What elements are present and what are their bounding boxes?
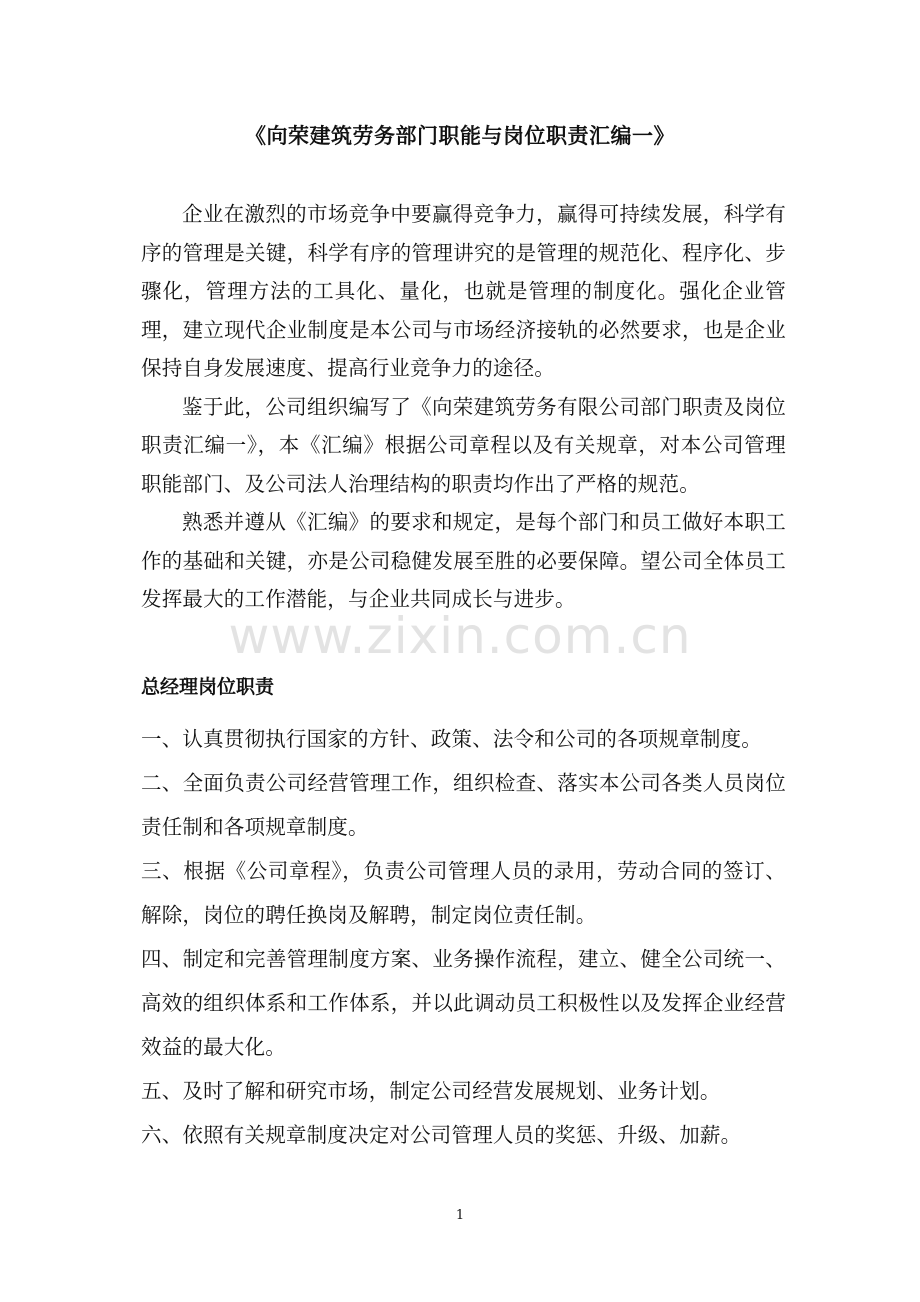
- intro-paragraph: 鉴于此，公司组织编写了《向荣建筑劳务有限公司部门职责及岗位职责汇编一》，本《汇编》根据公司章程以及有关规章，对本公司管理职能部门、及公司法人治理结构的职责均作出了严格的规范。: [141, 394, 786, 496]
- duty-item: 六、依照有关规章制度决定对公司管理人员的奖惩、升级、加薪。: [141, 1123, 742, 1147]
- duty-item: 三、根据《公司章程》，负责公司管理人员的录用，劳动合同的签订、解除，岗位的聘任换岗及解聘，制定岗位责任制。: [141, 859, 786, 927]
- duty-item: 一、认真贯彻执行国家的方针、政策、法令和公司的各项规章制度。: [141, 727, 762, 751]
- document-title: 《向荣建筑劳务部门职能与岗位职责汇编一》: [245, 124, 675, 148]
- duty-item: 五、及时了解和研究市场，制定公司经营发展规划、业务计划。: [141, 1079, 721, 1103]
- intro-paragraph: 熟悉并遵从《汇编》的要求和规定，是每个部门和员工做好本职工作的基础和关键，亦是公司稳健发展至胜的必要保障。望公司全体员工发挥最大的工作潜能，与企业共同成长与进步。: [141, 510, 786, 611]
- duties-list: [141, 717, 786, 1157]
- intro-section: [141, 195, 786, 619]
- intro-paragraph: 企业在激烈的市场竞争中要赢得竞争力，赢得可持续发展，科学有序的管理是关键，科学有序的管理讲究的是管理的规范化、程序化、步骤化，管理方法的工具化、量化，也就是管理的制度化。强化企业管理，建立现代企业制度是本公司与市场经济接轨的必然要求，也是企业保持自身发展速度、提高行业竞争力的途径。: [141, 202, 786, 380]
- duty-item: 四、制定和完善管理制度方案、业务操作流程，建立、健全公司统一、高效的组织体系和工作体系，并以此调动员工积极性以及发挥企业经营效益的最大化。: [141, 947, 786, 1059]
- watermark: www.zixin.com.cn: [228, 607, 692, 665]
- page-number: 1: [455, 1208, 465, 1223]
- section-heading: 总经理岗位职责: [141, 676, 275, 698]
- duty-item: 二、全面负责公司经营管理工作，组织检查、落实本公司各类人员岗位责任制和各项规章制度。: [141, 771, 786, 839]
